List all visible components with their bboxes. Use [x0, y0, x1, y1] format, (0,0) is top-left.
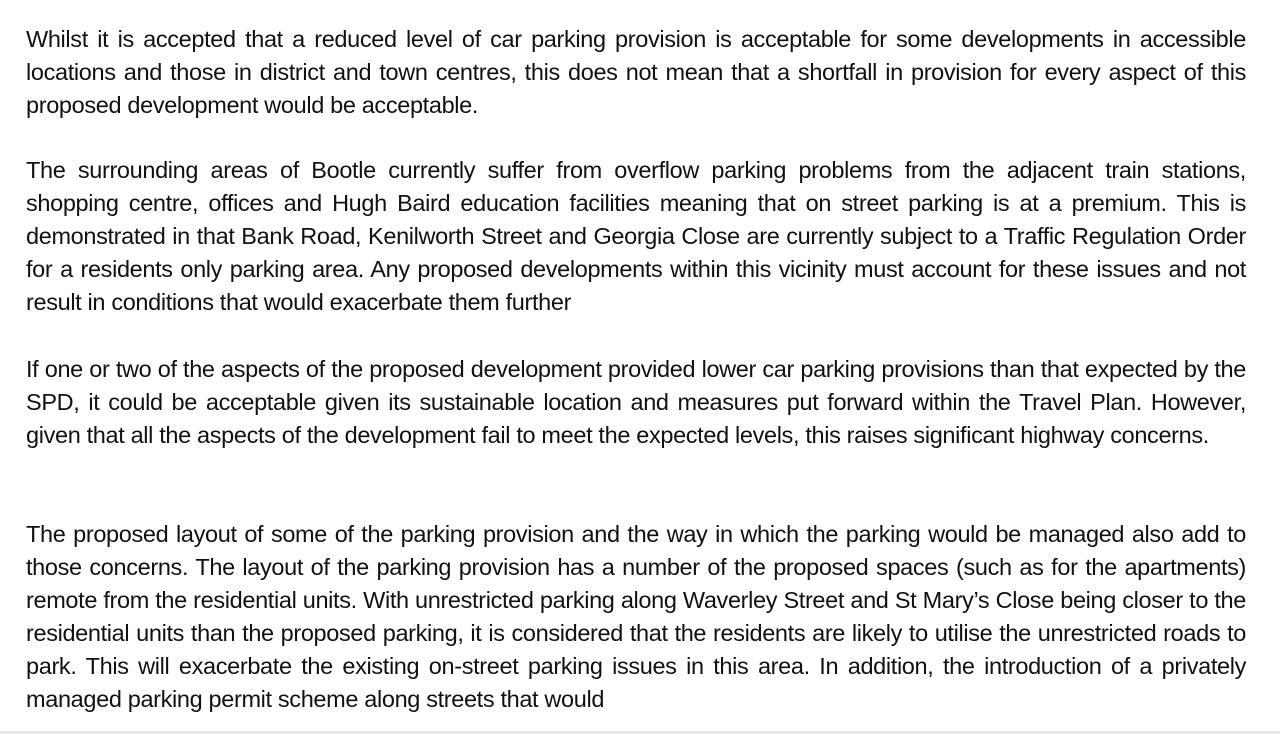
- paragraph-bootle-overflow-parking: The surrounding areas of Bootle currently suffer from overflow parking problems from the adjacent train stations, shopping centre, offices and Hugh Baird education facilities meaning that on street parking is at a premium. This is demonstrated in that Bank Road, Kenilworth Street and Georgia Close are currently subject to a Traffic Regulation Order for a residents only parking area. Any proposed developments within this vicinity must account for these issues and not result in conditions that would exacerbate them further: [26, 157, 1246, 315]
- paragraph-layout-concerns: The proposed layout of some of the parking provision and the way in which the parking would be managed also add to those concerns. The layout of the parking provision has a number of the proposed spaces (such as for the apartments) remote from the residential units. With unrestricted parking along Waverley Street and St Mary’s Close being closer to the residential units than the proposed parking, it is considered that the residents are likely to utilise the unrestricted roads to park. This will exacerbate the existing on-street parking issues in this area. In addition, the introduction of a privately managed parking permit scheme along streets that would: [26, 521, 1246, 712]
- paragraph-spd-concerns: If one or two of the aspects of the proposed development provided lower car parking provisions than that expected by the SPD, it could be acceptable given its sustainable location and measures put forward within the Travel Plan. However, given that all the aspects of the development fail to meet the expected levels, this raises significant highway concerns.: [26, 356, 1246, 448]
- paragraph-parking-provision: Whilst it is accepted that a reduced level of car parking provision is acceptable for some developments in accessible locations and those in district and town centres, this does not mean that a shortfall in provision for every aspect of this proposed development would be acceptable.: [26, 26, 1246, 118]
